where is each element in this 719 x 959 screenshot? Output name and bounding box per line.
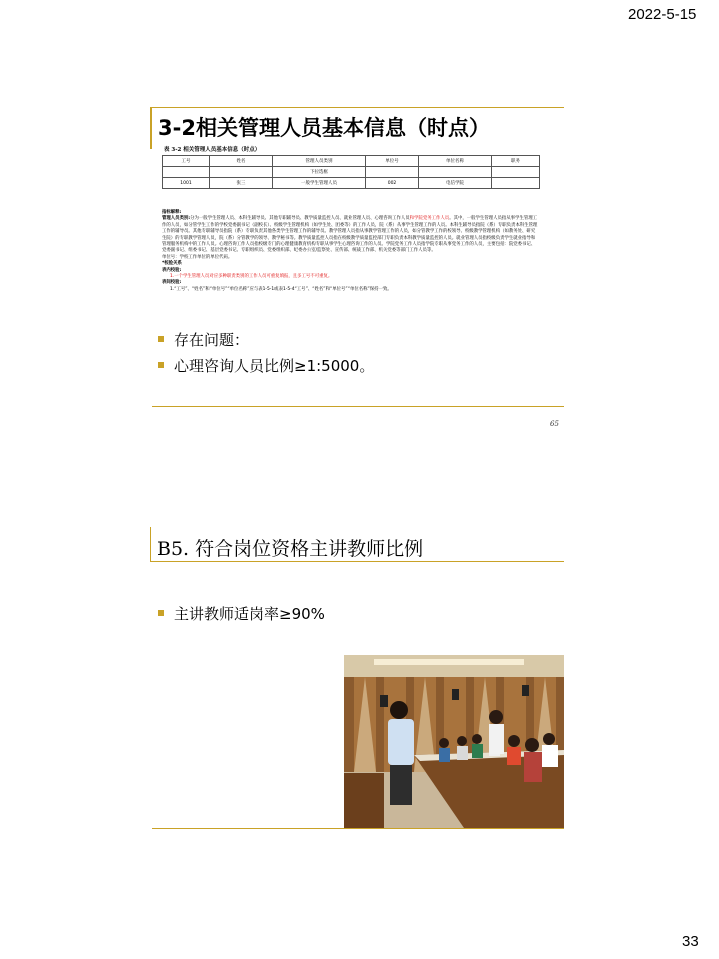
indicator-notes — [162, 210, 538, 293]
notes-body-part-1: 分为一般学生管理人员、本科生辅导员、其他专职辅导员、教学质量监控人员、就业管理人员、心理咨询工作人员 — [190, 216, 410, 222]
table-cell — [210, 167, 273, 178]
table-header-cell: 单位号 — [366, 156, 419, 167]
table-header-cell: 姓名 — [210, 156, 273, 167]
staff-info-table — [162, 155, 540, 189]
notes-inter-rule: 1.“工号”、“姓名”和“单位号”“单位名称”应与表1-5-1或表1-5-4“工号”、“姓名”和“单位号”“单位名称”保持一致。 — [170, 286, 392, 292]
bullet-item — [158, 329, 249, 350]
slide1-number: 65 — [550, 420, 559, 428]
table-cell — [492, 178, 540, 189]
table-cell — [492, 167, 540, 178]
classroom-photo — [344, 655, 564, 828]
slide1-top-rule — [150, 107, 564, 108]
table-row — [163, 167, 540, 178]
slide2-title: B5. 符合岗位资格主讲教师比例 — [157, 538, 424, 560]
table-caption: 表 3-2 相关管理人员基本信息（时点） — [164, 147, 261, 153]
print-date: 2022-5-15 — [628, 6, 697, 23]
notes-intra-rule: 1.一个学生管理人员对应多种职责类别的工作人员可重复填报，且多工号不可重复。 — [170, 274, 333, 280]
table-header-cell: 单位名称 — [419, 156, 492, 167]
notes-body-red: 和学院党务工作人员 — [409, 216, 450, 222]
table-cell — [366, 167, 419, 178]
square-bullet-icon — [158, 610, 164, 616]
notes-term-label: 管理人员类别: — [162, 216, 191, 222]
notes-inter-heading: 表间校验: — [162, 280, 182, 286]
table-cell: 002 — [366, 178, 419, 189]
table-header-row — [163, 156, 540, 167]
table-cell — [419, 167, 492, 178]
slide1-title: 3-2相关管理人员基本信息（时点） — [158, 116, 490, 140]
slide2-title-rule — [150, 561, 564, 562]
page-number: 33 — [682, 933, 699, 950]
notes-unit-note: 单位号：学校工作单位的单位代码。 — [162, 254, 233, 260]
slide2-bottom-rule — [152, 828, 564, 829]
notes-intra-heading: 表内校验: — [162, 267, 182, 273]
square-bullet-icon — [158, 336, 164, 342]
table-cell: 下拉选框 — [273, 167, 366, 178]
bullet-item — [158, 603, 325, 624]
slide1-bottom-rule — [152, 406, 564, 407]
table-cell: 张三 — [210, 178, 273, 189]
notes-body-part-2: 。其中，一般学生管理人员指从事学生管理工作的人员，如分管学生工作的学校党委副书记（副校长）、校级学生管理机构（如学生处、团委等）的工作人员，院（系）从事学生管理工作的人员。本科生辅导员指院（系）专职负责本科生管理工作的辅导员。其他专职辅导员指院（系）专职负责其他各类学生管理工作的辅导员。教学管理人员指从事教学管理工作的人员，如分管教学工作的校领导、校级教学管理机构（如教务处、研究生院）的专职教学管理人员，院（系）分管教学的领导、教学秘书等。教学质量监控人员指在校级教学质量监控部门专职负责本科教学质量监控的人员。就业管理人员指校级负责学生就业指导和管理服务机构中的工作人员。心理咨询工作人员指校级专门的心理健康教育机构专职从事学生心理咨询工作的人员。学院党务工作人员指学院专职从事党务工作的人员，主要包括：院党委书记、党委副书记、组委书记、基层党委书记、专职组织员、党委组织部、纪委办公室/监察处、宣传部、统战工作部、机关党委等部门工作人员等。 — [162, 216, 538, 254]
table-cell: 一般学生管理人员 — [273, 178, 366, 189]
notes-check-heading: *校验关系 — [162, 261, 182, 267]
slide1-title-accent-bar — [150, 107, 152, 149]
table-header-cell: 管理人员类别 — [273, 156, 366, 167]
table-cell: 电信学院 — [419, 178, 492, 189]
notes-heading: 指标解释: — [162, 210, 182, 215]
bullet-item — [158, 355, 374, 376]
table-cell — [163, 167, 210, 178]
bullet-text: 心理咨询人员比例≥1:5000。 — [174, 357, 375, 375]
square-bullet-icon — [158, 362, 164, 368]
notes-body — [162, 216, 538, 254]
table-header-cell: 工号 — [163, 156, 210, 167]
slide2-title-accent-bar — [150, 527, 151, 561]
table-header-cell: 职务 — [492, 156, 540, 167]
table-row — [163, 178, 540, 189]
bullet-text: 主讲教师适岗率≥90% — [174, 605, 325, 623]
bullet-text: 存在问题： — [174, 331, 250, 349]
table-cell: 1001 — [163, 178, 210, 189]
